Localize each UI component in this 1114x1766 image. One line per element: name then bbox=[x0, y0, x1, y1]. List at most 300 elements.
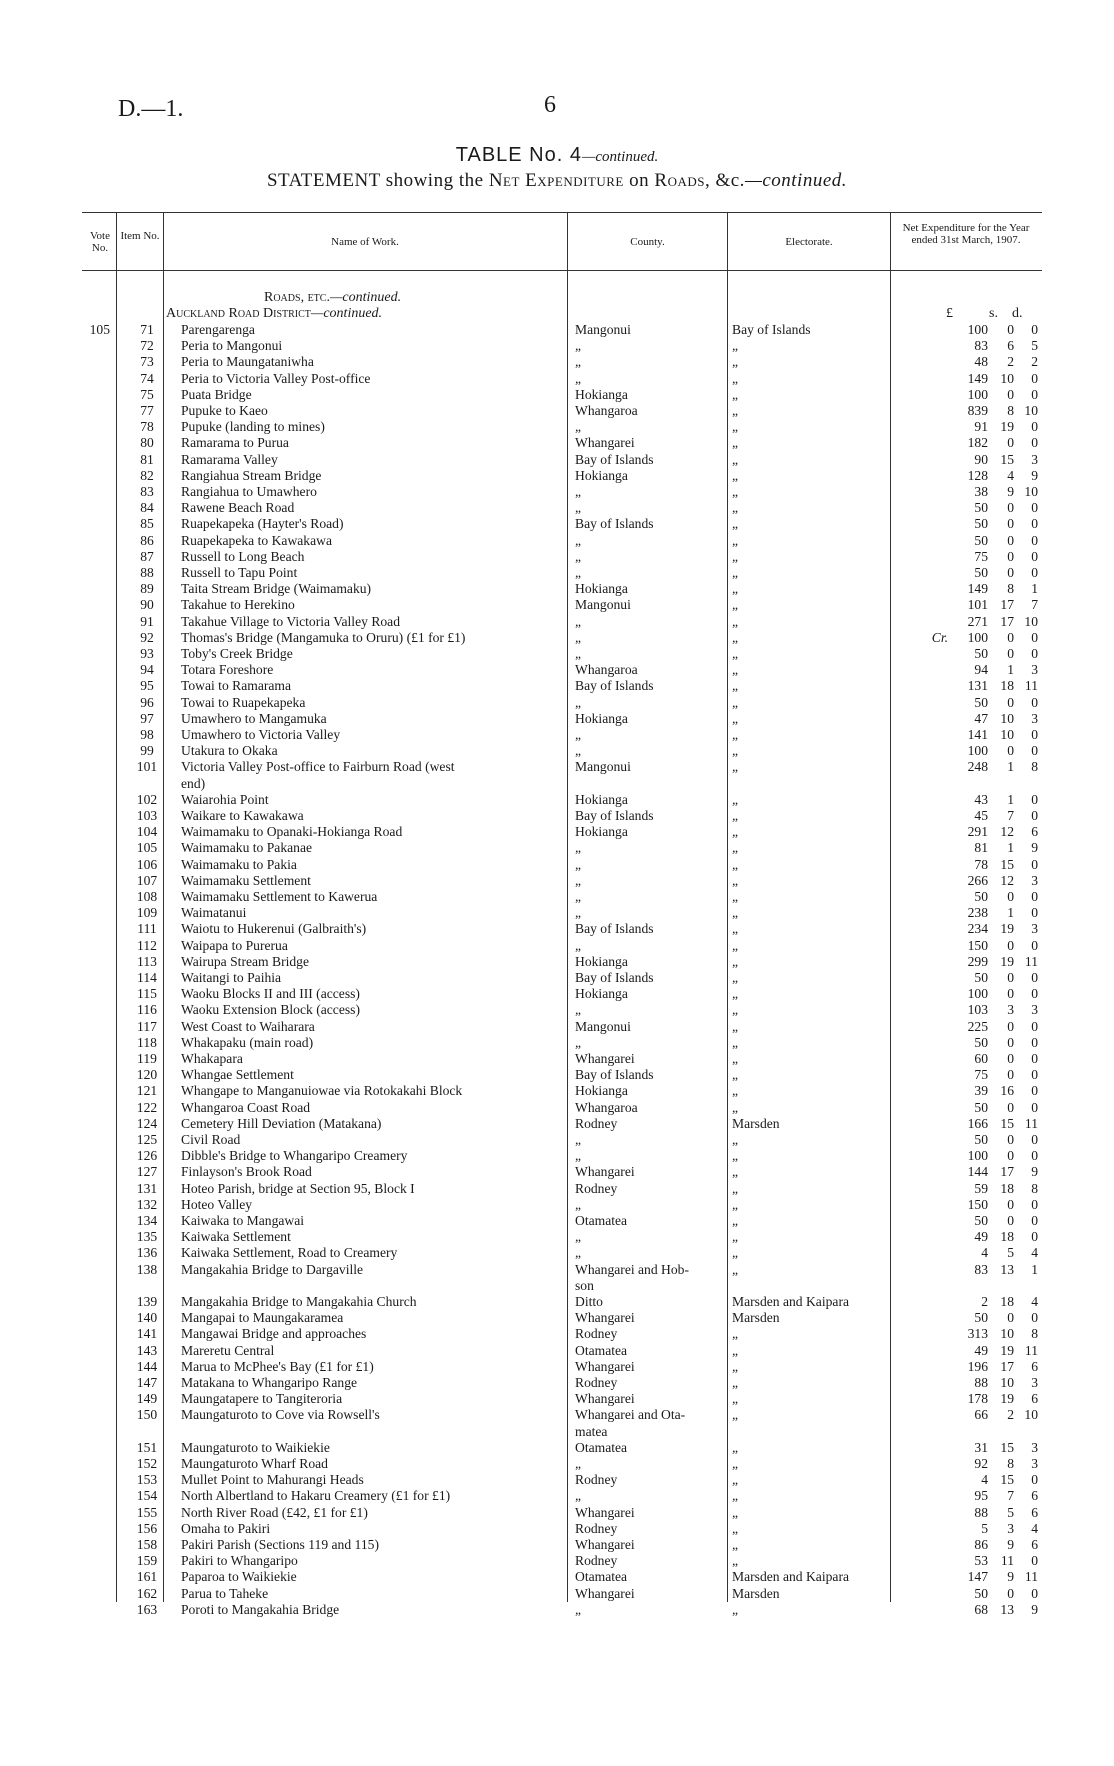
work-name: Umawhero to Mangamuka bbox=[181, 710, 327, 726]
county: Rodney bbox=[575, 1520, 618, 1536]
county: „ bbox=[575, 1488, 582, 1504]
pence: 9 bbox=[1031, 1601, 1038, 1617]
work-name: North River Road (£42, £1 for £1) bbox=[181, 1504, 368, 1520]
electorate: „ bbox=[732, 1439, 739, 1455]
pence: 0 bbox=[1031, 808, 1038, 823]
pence: 0 bbox=[1031, 1067, 1038, 1083]
pence: 10 bbox=[1024, 613, 1038, 629]
item-number: 73 bbox=[140, 354, 154, 370]
table-row bbox=[82, 1116, 1042, 1132]
shillings: 3 bbox=[1007, 1002, 1014, 1018]
table-row bbox=[82, 1229, 1042, 1245]
table-row bbox=[82, 889, 1042, 905]
electorate: „ bbox=[732, 500, 739, 516]
shillings: 0 bbox=[1007, 1099, 1014, 1115]
county: „ bbox=[575, 856, 582, 872]
county: Bay of Islands bbox=[575, 1067, 654, 1083]
county: „ bbox=[575, 1601, 582, 1617]
pounds: 182 bbox=[967, 435, 988, 451]
pounds: 31 bbox=[974, 1439, 988, 1455]
table-row bbox=[82, 743, 1042, 759]
table-row bbox=[82, 1164, 1042, 1180]
pence: 6 bbox=[1031, 824, 1038, 840]
table-row bbox=[82, 484, 1042, 500]
pounds: 100 bbox=[967, 986, 988, 1002]
shillings: 15 bbox=[1000, 451, 1014, 467]
table-row bbox=[82, 986, 1042, 1002]
pounds: 131 bbox=[967, 678, 988, 694]
work-name: North Albertland to Hakaru Creamery (£1 for £1) bbox=[181, 1488, 451, 1504]
table-row bbox=[82, 1213, 1042, 1229]
shillings: 0 bbox=[1007, 889, 1014, 904]
electorate: „ bbox=[732, 629, 739, 645]
item-number: 138 bbox=[136, 1261, 158, 1277]
work-name: Parua to Taheke bbox=[181, 1585, 269, 1601]
county: Whangarei bbox=[575, 1537, 635, 1552]
item-number: 135 bbox=[136, 1229, 158, 1245]
work-name: Waimamaku Settlement to Kawerua bbox=[181, 889, 378, 904]
county: Rodney bbox=[575, 1472, 618, 1488]
county: „ bbox=[575, 565, 582, 580]
shillings: 0 bbox=[1007, 1310, 1014, 1326]
table-row bbox=[82, 727, 1042, 743]
county: „ bbox=[575, 727, 582, 742]
item-number: 116 bbox=[137, 1002, 157, 1018]
shillings: 0 bbox=[1007, 970, 1014, 985]
table-row bbox=[82, 1294, 1042, 1310]
table-row bbox=[82, 970, 1042, 986]
pence: 0 bbox=[1031, 970, 1038, 985]
table-row bbox=[82, 905, 1042, 921]
pounds: 60 bbox=[974, 1051, 988, 1066]
item-number: 151 bbox=[136, 1439, 158, 1455]
item-number: 114 bbox=[137, 970, 157, 985]
county: „ bbox=[575, 484, 582, 499]
table-row-continuation bbox=[82, 776, 1042, 792]
item-number: 102 bbox=[136, 791, 158, 807]
work-name: Pakiri to Whangaripo bbox=[181, 1553, 298, 1569]
electorate: „ bbox=[732, 986, 739, 1002]
work-name: Waimatanui bbox=[181, 905, 247, 921]
currency-shillings: s. bbox=[989, 306, 998, 321]
shillings: 15 bbox=[1000, 1472, 1014, 1488]
pence: 3 bbox=[1031, 1439, 1038, 1455]
table-row bbox=[82, 1132, 1042, 1148]
county: Mangonui bbox=[575, 759, 631, 775]
work-name: Ramarama to Purua bbox=[181, 435, 289, 451]
shillings: 0 bbox=[1007, 937, 1014, 953]
shillings: 1 bbox=[1007, 791, 1014, 807]
electorate: „ bbox=[732, 824, 739, 840]
statement-part-2: Net Expenditure bbox=[488, 170, 624, 191]
item-number: 77 bbox=[140, 403, 154, 418]
table-row bbox=[82, 1148, 1042, 1164]
item-number: 121 bbox=[136, 1083, 158, 1099]
item-number: 90 bbox=[140, 597, 154, 613]
electorate: „ bbox=[732, 694, 739, 710]
pounds: 66 bbox=[974, 1407, 988, 1423]
shillings: 0 bbox=[1007, 500, 1014, 516]
electorate: „ bbox=[732, 1456, 739, 1471]
electorate: „ bbox=[732, 646, 739, 661]
county: „ bbox=[575, 419, 582, 435]
electorate: „ bbox=[732, 1018, 739, 1034]
shillings: 6 bbox=[1007, 338, 1014, 354]
county: Whangaroa bbox=[575, 403, 638, 418]
statement-heading bbox=[0, 170, 1114, 192]
pence: 0 bbox=[1031, 791, 1038, 807]
pounds: 100 bbox=[967, 743, 988, 759]
item-number: 156 bbox=[136, 1520, 158, 1536]
pounds: 50 bbox=[974, 694, 988, 710]
item-number: 75 bbox=[140, 386, 154, 402]
pounds: 75 bbox=[974, 1067, 988, 1083]
pounds: 313 bbox=[967, 1326, 988, 1342]
electorate: „ bbox=[732, 1196, 739, 1212]
work-name: Thomas's Bridge (Mangamuka to Oruru) (£1 for £1) bbox=[181, 629, 466, 645]
electorate: „ bbox=[732, 1002, 739, 1018]
item-number: 154 bbox=[136, 1488, 158, 1504]
work-name: Ramarama Valley bbox=[181, 451, 278, 467]
shillings: 18 bbox=[1000, 1229, 1014, 1245]
table-row bbox=[82, 1472, 1042, 1488]
pounds: 271 bbox=[967, 613, 988, 629]
item-number: 74 bbox=[140, 370, 154, 386]
table-title bbox=[0, 144, 1114, 167]
pounds: 50 bbox=[974, 1034, 988, 1050]
shillings: 19 bbox=[1000, 1342, 1014, 1358]
work-name: Hoteo Parish, bridge at Section 95, Block I bbox=[181, 1180, 415, 1196]
electorate: „ bbox=[732, 1488, 739, 1504]
pence: 6 bbox=[1031, 1504, 1038, 1520]
work-name-continued: end) bbox=[181, 775, 206, 791]
shillings: 5 bbox=[1007, 1504, 1014, 1520]
item-number: 96 bbox=[140, 694, 154, 710]
pence: 3 bbox=[1031, 451, 1038, 467]
pounds: 2 bbox=[981, 1294, 988, 1309]
pounds: 50 bbox=[974, 1585, 988, 1601]
electorate: „ bbox=[732, 710, 739, 726]
work-name: Taita Stream Bridge (Waimamaku) bbox=[181, 581, 372, 597]
county: „ bbox=[575, 370, 582, 386]
item-number: 72 bbox=[140, 338, 154, 354]
shillings: 0 bbox=[1007, 986, 1014, 1002]
work-name: Omaha to Pakiri bbox=[181, 1520, 271, 1536]
pence: 10 bbox=[1024, 403, 1038, 418]
table-row bbox=[82, 516, 1042, 532]
item-number: 115 bbox=[137, 986, 157, 1002]
table-row bbox=[82, 371, 1042, 387]
pounds: 88 bbox=[974, 1504, 988, 1520]
county: „ bbox=[575, 1456, 582, 1471]
pounds: 50 bbox=[974, 500, 988, 516]
county: Rodney bbox=[575, 1375, 618, 1390]
electorate: „ bbox=[732, 1601, 739, 1617]
item-number: 111 bbox=[137, 921, 157, 937]
shillings: 4 bbox=[1007, 467, 1014, 483]
pence: 3 bbox=[1031, 662, 1038, 678]
electorate: „ bbox=[732, 1067, 739, 1083]
pence: 9 bbox=[1031, 1164, 1038, 1180]
county: „ bbox=[575, 354, 582, 370]
item-number: 108 bbox=[136, 889, 158, 904]
electorate: „ bbox=[732, 1342, 739, 1358]
shillings: 0 bbox=[1007, 1051, 1014, 1066]
pence: 3 bbox=[1031, 872, 1038, 888]
pounds: 68 bbox=[974, 1601, 988, 1617]
electorate: „ bbox=[732, 905, 739, 921]
pounds: 43 bbox=[974, 791, 988, 807]
table-row bbox=[82, 1067, 1042, 1083]
item-number: 84 bbox=[140, 500, 154, 516]
shillings: 9 bbox=[1007, 1569, 1014, 1585]
county: Hokianga bbox=[575, 710, 628, 726]
electorate: „ bbox=[732, 1472, 739, 1488]
shillings: 17 bbox=[1000, 613, 1014, 629]
item-number: 85 bbox=[140, 516, 154, 532]
work-name: Umawhero to Victoria Valley bbox=[181, 727, 341, 742]
county: Whangarei bbox=[575, 1051, 635, 1066]
county: Rodney bbox=[575, 1553, 618, 1569]
pence: 11 bbox=[1024, 1115, 1038, 1131]
county: „ bbox=[575, 548, 582, 564]
shillings: 19 bbox=[1000, 921, 1014, 937]
county: Bay of Islands bbox=[575, 970, 654, 985]
electorate: Marsden bbox=[732, 1310, 780, 1326]
work-name: Russell to Tapu Point bbox=[181, 565, 298, 580]
electorate: „ bbox=[732, 565, 739, 580]
electorate: „ bbox=[732, 1358, 739, 1374]
work-name: Totara Foreshore bbox=[181, 662, 274, 678]
shillings: 17 bbox=[1000, 1358, 1014, 1374]
pounds: 90 bbox=[974, 451, 988, 467]
county: „ bbox=[575, 1245, 582, 1261]
pence: 2 bbox=[1031, 354, 1038, 370]
item-number: 93 bbox=[140, 646, 154, 661]
pence: 0 bbox=[1031, 1472, 1038, 1488]
electorate: „ bbox=[732, 937, 739, 953]
table-row bbox=[82, 1083, 1042, 1099]
county: Bay of Islands bbox=[575, 678, 654, 694]
pence: 11 bbox=[1024, 953, 1038, 969]
county: Hokianga bbox=[575, 824, 628, 840]
table-row bbox=[82, 500, 1042, 516]
pence: 0 bbox=[1031, 1051, 1038, 1066]
item-number: 143 bbox=[136, 1342, 158, 1358]
pence: 5 bbox=[1031, 338, 1038, 354]
pence: 6 bbox=[1031, 1391, 1038, 1407]
pence: 0 bbox=[1031, 565, 1038, 580]
section-subtitle-b: —continued. bbox=[310, 306, 383, 321]
work-name: Cemetery Hill Deviation (Matakana) bbox=[181, 1115, 382, 1131]
county: Whangarei bbox=[575, 1585, 635, 1601]
county: „ bbox=[575, 338, 582, 354]
table-row bbox=[82, 1488, 1042, 1504]
table-row bbox=[82, 549, 1042, 565]
pence: 0 bbox=[1031, 1083, 1038, 1099]
pence: 10 bbox=[1024, 1407, 1038, 1423]
shillings: 5 bbox=[1007, 1245, 1014, 1261]
header-bottom-rule bbox=[82, 270, 1042, 271]
table-title-prefix: TABLE No. 4 bbox=[455, 144, 582, 166]
electorate: „ bbox=[732, 532, 739, 548]
shillings: 12 bbox=[1000, 872, 1014, 888]
table-row bbox=[82, 938, 1042, 954]
pence: 1 bbox=[1031, 1261, 1038, 1277]
shillings: 19 bbox=[1000, 419, 1014, 435]
shillings: 10 bbox=[1000, 1375, 1014, 1390]
work-name: Parengarenga bbox=[181, 322, 255, 337]
pence: 10 bbox=[1024, 484, 1038, 499]
electorate: „ bbox=[732, 516, 739, 532]
electorate: Marsden bbox=[732, 1585, 780, 1601]
work-name: Kaiwaka to Mangawai bbox=[181, 1213, 305, 1228]
shillings: 0 bbox=[1007, 386, 1014, 402]
item-number: 150 bbox=[136, 1407, 158, 1423]
shillings: 0 bbox=[1007, 532, 1014, 548]
table-row bbox=[82, 1343, 1042, 1359]
electorate: „ bbox=[732, 1148, 739, 1164]
statement-part-6: —continued. bbox=[744, 170, 848, 191]
pounds: 149 bbox=[967, 581, 988, 597]
county: Bay of Islands bbox=[575, 921, 654, 937]
work-name: Kaiwaka Settlement, Road to Creamery bbox=[181, 1245, 398, 1261]
shillings: 8 bbox=[1007, 1456, 1014, 1471]
electorate: „ bbox=[732, 419, 739, 435]
pence: 8 bbox=[1031, 1326, 1038, 1342]
electorate: „ bbox=[732, 1229, 739, 1245]
work-name: Kaiwaka Settlement bbox=[181, 1229, 291, 1245]
shillings: 0 bbox=[1007, 322, 1014, 337]
electorate: „ bbox=[732, 759, 739, 775]
work-name: Mareretu Central bbox=[181, 1342, 275, 1358]
item-number: 80 bbox=[140, 435, 154, 451]
item-number: 71 bbox=[140, 322, 154, 337]
pence: 0 bbox=[1031, 435, 1038, 451]
pence: 0 bbox=[1031, 322, 1038, 337]
electorate: „ bbox=[732, 386, 739, 402]
item-number: 78 bbox=[140, 419, 154, 435]
pence: 6 bbox=[1031, 1358, 1038, 1374]
item-number: 83 bbox=[140, 484, 154, 499]
county: Rodney bbox=[575, 1115, 618, 1131]
shillings: 2 bbox=[1007, 1407, 1014, 1423]
pounds: 50 bbox=[974, 1132, 988, 1147]
county: „ bbox=[575, 1148, 582, 1164]
work-name: Matakana to Whangaripo Range bbox=[181, 1375, 358, 1390]
county: „ bbox=[575, 840, 582, 856]
work-name: Paparoa to Waikiekie bbox=[181, 1569, 297, 1585]
electorate: „ bbox=[732, 1520, 739, 1536]
item-number: 119 bbox=[137, 1051, 157, 1066]
county-continued: matea bbox=[575, 1423, 608, 1439]
pounds: 5 bbox=[981, 1520, 988, 1536]
pounds: 50 bbox=[974, 1099, 988, 1115]
vote-number: 105 bbox=[89, 322, 110, 337]
pounds: 78 bbox=[974, 856, 988, 872]
work-name: Whangae Settlement bbox=[181, 1067, 294, 1083]
work-name: Russell to Long Beach bbox=[181, 548, 305, 564]
electorate: Marsden bbox=[732, 1115, 780, 1131]
item-number: 113 bbox=[137, 953, 157, 969]
work-name: Maungaturoto to Waikiekie bbox=[181, 1439, 330, 1455]
shillings: 10 bbox=[1000, 727, 1014, 742]
pence: 0 bbox=[1031, 889, 1038, 904]
work-name: Towai to Ramarama bbox=[181, 678, 292, 694]
electorate: „ bbox=[732, 435, 739, 451]
shillings: 13 bbox=[1000, 1261, 1014, 1277]
pence: 8 bbox=[1031, 759, 1038, 775]
pounds: 101 bbox=[967, 597, 988, 613]
pence: 0 bbox=[1031, 743, 1038, 759]
pounds: 128 bbox=[967, 467, 988, 483]
electorate: „ bbox=[732, 1099, 739, 1115]
county: „ bbox=[575, 1229, 582, 1245]
work-name: Civil Road bbox=[181, 1132, 241, 1147]
county: Hokianga bbox=[575, 791, 628, 807]
pounds: 91 bbox=[974, 419, 988, 435]
table-row bbox=[82, 403, 1042, 419]
item-number: 81 bbox=[140, 451, 154, 467]
pounds: 150 bbox=[967, 937, 988, 953]
pence: 8 bbox=[1031, 1180, 1038, 1196]
pence: 0 bbox=[1031, 856, 1038, 872]
item-number: 136 bbox=[136, 1245, 158, 1261]
table-row bbox=[82, 1181, 1042, 1197]
electorate: „ bbox=[732, 840, 739, 856]
county: „ bbox=[575, 694, 582, 710]
table-row bbox=[82, 1375, 1042, 1391]
item-number: 139 bbox=[136, 1294, 158, 1309]
shillings: 10 bbox=[1000, 370, 1014, 386]
pence: 0 bbox=[1031, 727, 1038, 742]
table-row bbox=[82, 597, 1042, 613]
county: „ bbox=[575, 937, 582, 953]
shillings: 9 bbox=[1007, 484, 1014, 499]
work-name: Rangiahua to Umawhero bbox=[181, 484, 317, 499]
shillings: 19 bbox=[1000, 1391, 1014, 1407]
electorate: „ bbox=[732, 1537, 739, 1552]
shillings: 0 bbox=[1007, 743, 1014, 759]
shillings: 0 bbox=[1007, 1196, 1014, 1212]
pounds: 49 bbox=[974, 1342, 988, 1358]
shillings: 0 bbox=[1007, 516, 1014, 532]
item-number: 101 bbox=[136, 759, 158, 775]
pounds: 47 bbox=[974, 710, 988, 726]
work-name: Marua to McPhee's Bay (£1 for £1) bbox=[181, 1358, 374, 1374]
pence: 0 bbox=[1031, 1585, 1038, 1601]
table-row bbox=[82, 824, 1042, 840]
work-name: Pupuke (landing to mines) bbox=[181, 419, 325, 435]
item-number: 159 bbox=[136, 1553, 158, 1569]
table-row bbox=[82, 792, 1042, 808]
table-row bbox=[82, 921, 1042, 937]
pounds: 103 bbox=[967, 1002, 988, 1018]
item-number: 158 bbox=[136, 1537, 158, 1552]
pence: 0 bbox=[1031, 1229, 1038, 1245]
pence: 0 bbox=[1031, 370, 1038, 386]
table-row bbox=[82, 452, 1042, 468]
pounds: 94 bbox=[974, 662, 988, 678]
item-number: 92 bbox=[140, 629, 154, 645]
table-row bbox=[82, 338, 1042, 354]
pounds: 147 bbox=[967, 1569, 988, 1585]
table-row bbox=[82, 1553, 1042, 1569]
electorate: Marsden and Kaipara bbox=[732, 1569, 850, 1585]
electorate: „ bbox=[732, 1375, 739, 1390]
pounds: 266 bbox=[967, 872, 988, 888]
item-number: 149 bbox=[136, 1391, 158, 1407]
